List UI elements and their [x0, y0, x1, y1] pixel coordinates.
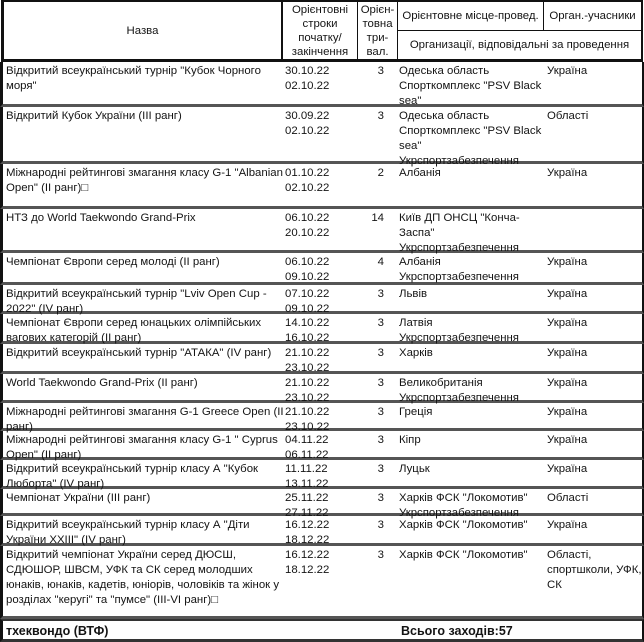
event-participants: Україна [547, 347, 588, 359]
organizer: Укрспортзабезпечення [399, 392, 519, 404]
organizer: Укрспортзабезпечення [399, 507, 519, 519]
event-place [393, 166, 543, 181]
table-row [0, 314, 644, 344]
organizer: Укрспортзабезпечення [399, 242, 519, 254]
event-place [393, 346, 543, 361]
end-date: 18.12.22 [285, 534, 330, 546]
end-date: 02.10.22 [285, 182, 330, 194]
event-name: Відкритий чемпіонат України серед ДЮСШ, СДЮШОР, ШВСМ, УФК та СК серед молодших юнаків, юнаків, кадетів, юніорів, чоловіків та жінок у розділах "керугі" та "пумсе" (III-VI ранг)□ [6, 549, 280, 606]
place-main: Львів [399, 288, 428, 300]
end-date: 18.12.22 [285, 564, 330, 576]
event-participants: Україна [547, 65, 588, 77]
event-participants: Україна [547, 463, 588, 475]
event-dates [285, 518, 357, 548]
event-name: Чемпіонат України (III ранг) [6, 492, 151, 504]
place-main: Одеська область [399, 65, 490, 77]
event-name: Міжнародні рейтингові змагання класу G-1 "Albanian Open" (II ранг)□ [6, 167, 283, 194]
place-main: Албанія [399, 167, 441, 179]
start-date: 30.09.22 [285, 110, 330, 122]
start-date: 01.10.22 [285, 167, 330, 179]
place-main: Албанія [399, 256, 441, 268]
end-date: 06.11.22 [285, 449, 329, 461]
place-venue: Спорткомплекс "PSV Black sea" [399, 125, 542, 152]
event-place [393, 255, 543, 285]
event-duration: 2 [377, 167, 384, 179]
header-place: Орієнтовне місце-провед. [397, 0, 544, 31]
table-row [0, 460, 644, 489]
event-duration: 3 [377, 406, 384, 418]
event-participants: Україна [547, 288, 588, 300]
event-place [393, 548, 543, 563]
table-row [0, 107, 644, 167]
place-main: Київ ДП ОНСЦ "Конча-Заспа" [399, 212, 520, 239]
header-duration: Орієн-товна три-вал. [357, 0, 398, 62]
organizer: Укрспортзабезпечення [399, 332, 519, 344]
place-main: Харків ФСК "Локомотив" [399, 549, 528, 561]
table-row [0, 62, 644, 107]
event-place [393, 376, 543, 406]
table-row [0, 489, 644, 519]
table-row [0, 285, 644, 314]
place-main: Харків ФСК "Локомотив" [399, 519, 528, 531]
start-date: 07.10.22 [285, 288, 330, 300]
event-dates [285, 109, 357, 139]
event-dates [285, 462, 357, 492]
event-duration: 3 [377, 492, 384, 504]
event-dates [285, 287, 357, 317]
event-place [393, 462, 543, 477]
event-dates [285, 64, 357, 94]
table-footer [0, 619, 644, 642]
event-duration: 3 [377, 434, 384, 446]
event-duration: 4 [377, 256, 384, 268]
event-duration: 3 [377, 110, 384, 122]
event-dates [285, 211, 357, 241]
table-row [0, 209, 644, 253]
place-venue: Спорткомплекс "PSV Black sea" [399, 80, 542, 107]
event-name: НТЗ до World Taekwondo Grand-Prix [6, 212, 196, 224]
event-participants: Україна [547, 256, 588, 268]
event-name: Відкритий всеукраїнський турнір "Кубок Чорного моря" [6, 65, 261, 92]
end-date: 13.11.22 [285, 478, 329, 490]
event-place [393, 64, 543, 109]
place-main: Одеська область [399, 110, 490, 122]
header-name: Назва [1, 0, 283, 62]
start-date: 06.10.22 [285, 256, 330, 268]
event-participants: Україна [547, 406, 588, 418]
event-duration: 3 [377, 549, 384, 561]
sport-label: тхеквондо (ВТФ) [6, 624, 109, 638]
start-date: 21.10.22 [285, 377, 330, 389]
event-participants: Україна [547, 167, 588, 179]
event-duration: 3 [377, 65, 384, 77]
place-main: Латвія [399, 317, 433, 329]
start-date: 25.11.22 [285, 492, 329, 504]
end-date: 02.10.22 [285, 125, 330, 137]
place-main: Кіпр [399, 434, 421, 446]
event-duration: 3 [377, 377, 384, 389]
organizer: Укрспортзабезпечення [399, 155, 519, 167]
event-participants: Області [547, 492, 589, 504]
header-dates: Орієнтовні строки початку/ закінчення [282, 0, 358, 62]
table-row [0, 344, 644, 374]
start-date: 14.10.22 [285, 317, 330, 329]
event-name: Відкритий всеукраїнський турнір класу А "Кубок Люборта" (IV ранг) [6, 463, 259, 490]
table-header [0, 0, 644, 62]
event-name: World Taekwondo Grand-Prix (II ранг) [6, 377, 198, 389]
event-dates [285, 166, 357, 196]
table-row [0, 403, 644, 431]
start-date: 30.10.22 [285, 65, 330, 77]
event-place [393, 405, 543, 420]
end-date: 09.10.22 [285, 303, 330, 315]
event-place [393, 518, 543, 533]
table-row [0, 516, 644, 546]
place-main: Харків [399, 347, 433, 359]
event-participants: Області, спортшколи, УФК, СК [547, 549, 642, 591]
event-duration: 3 [377, 347, 384, 359]
start-date: 16.12.22 [285, 549, 330, 561]
event-name: Чемпіонат Європи серед юнацьких олімпійських вагових категорій (II ранг) [6, 317, 262, 344]
event-participants: Україна [547, 317, 588, 329]
event-dates [285, 316, 357, 346]
place-main: Греція [399, 406, 433, 418]
event-place [393, 109, 543, 169]
event-place [393, 211, 543, 256]
end-date: 02.10.22 [285, 80, 330, 92]
end-date: 23.10.22 [285, 362, 330, 374]
event-name: Чемпіонат Європи серед молоді (II ранг) [6, 256, 220, 268]
event-duration: 14 [371, 212, 384, 224]
place-main: Луцьк [399, 463, 430, 475]
event-participants: Області [547, 110, 589, 122]
table-row [0, 374, 644, 403]
start-date: 21.10.22 [285, 347, 330, 359]
event-participants: Україна [547, 377, 588, 389]
end-date: 27.11.22 [285, 507, 329, 519]
end-date: 16.10.22 [285, 332, 330, 344]
header-organizers: Организації, відповідальні за проведення [397, 30, 643, 62]
event-name: Міжнародні рейтингові змагання G-1 Greece Open (II ранг) [6, 406, 284, 433]
event-dates [285, 433, 357, 463]
event-dates [285, 376, 357, 406]
start-date: 16.12.22 [285, 519, 330, 531]
end-date: 09.10.22 [285, 271, 330, 283]
organizer: Укрспортзабезпечення [399, 271, 519, 283]
place-main: Великобританія [399, 377, 483, 389]
header-participants: Орган.-учасники [543, 0, 643, 31]
place-main: Харків ФСК "Локомотив" [399, 492, 528, 504]
end-date: 23.10.22 [285, 421, 330, 433]
event-name: Відкритий всеукраїнський турнір класу А "Діти України XXIII" (IV ранг) [6, 519, 250, 546]
end-date: 20.10.22 [285, 227, 330, 239]
event-name: Відкритий Кубок України (III ранг) [6, 110, 182, 122]
event-place [393, 287, 543, 302]
start-date: 11.11.22 [285, 463, 328, 475]
table-row [0, 253, 644, 285]
table-row [0, 546, 644, 619]
event-name: Відкритий всеукраїнський турнір "Lviv Open Cup - 2022" (IV ранг) [6, 288, 267, 315]
start-date: 21.10.22 [285, 406, 330, 418]
start-date: 06.10.22 [285, 212, 330, 224]
event-place [393, 316, 543, 346]
event-duration: 3 [377, 463, 384, 475]
table-row [0, 431, 644, 460]
event-participants: Україна [547, 519, 588, 531]
event-dates [285, 548, 357, 578]
event-name: Міжнародні рейтингові змагання класу G-1 " Cyprus Open" (II ранг) [6, 434, 278, 461]
end-date: 23.10.22 [285, 392, 330, 404]
event-dates [285, 346, 357, 376]
event-name: Відкритий всеукраїнський турнір "АТАКА" (IV ранг) [6, 347, 272, 359]
event-duration: 3 [377, 519, 384, 531]
event-participants: Україна [547, 434, 588, 446]
event-duration: 3 [377, 288, 384, 300]
event-dates [285, 255, 357, 285]
start-date: 04.11.22 [285, 434, 329, 446]
table-row [0, 164, 644, 209]
event-duration: 3 [377, 317, 384, 329]
total-events: Всього заходів:57 [401, 624, 513, 638]
event-place [393, 433, 543, 448]
